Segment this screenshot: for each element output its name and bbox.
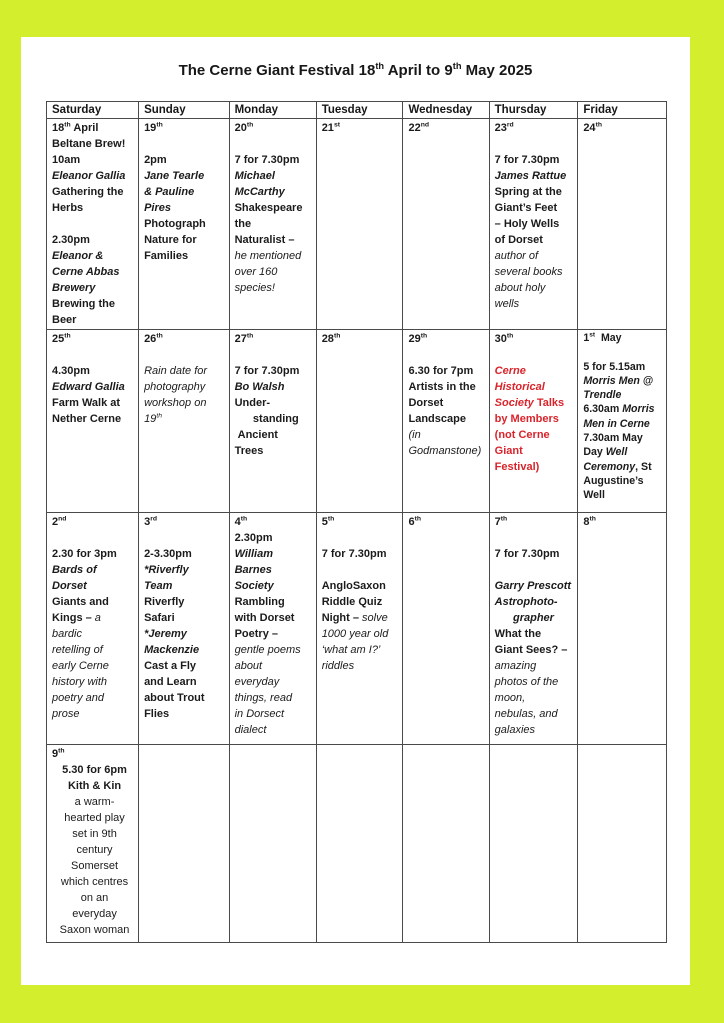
calendar-cell-sat-25: 25th 4.30pm Edward Gallia Farm Walk at Nether Cerne <box>47 330 139 513</box>
calendar-cell-empty-mon <box>229 745 316 943</box>
day-header-tuesday: Tuesday <box>316 102 403 119</box>
document-page <box>21 37 690 985</box>
calendar-cell-empty-tue <box>316 745 403 943</box>
weekday-header-row <box>47 102 667 119</box>
calendar-cell-wed-29: 29th 6.30 for 7pm Artists in the Dorset Landscape (in Godmanstone) <box>403 330 489 513</box>
calendar-cell-wed-22: 22nd <box>403 119 489 330</box>
calendar-cell-fri-1-may: 1st May 5 for 5.15am Morris Men @ Trendle 6.30am Morris Men in Cerne 7.30am May Day Well Ceremony, St Augustine’s Well <box>578 330 667 513</box>
calendar-cell-empty-fri <box>578 745 667 943</box>
calendar-cell-empty-wed <box>403 745 489 943</box>
calendar-cell-wed-6: 6th <box>403 513 489 745</box>
calendar-cell-sun-3: 3rd 2-3.30pm *Riverfly Team Riverfly Safari *Jeremy Mackenzie Cast a Fly and Learn about Trout Flies <box>139 513 230 745</box>
calendar-cell-sat-2: 2nd 2.30 for 3pm Bards of Dorset Giants and Kings – a bardic retelling of early Cerne history with poetry and prose <box>47 513 139 745</box>
calendar-cell-tue-5: 5th 7 for 7.30pm AngloSaxon Riddle Quiz Night – solve 1000 year old ‘what am I?’ riddles <box>316 513 403 745</box>
calendar-cell-mon-27: 27th 7 for 7.30pm Bo Walsh Under- standing Ancient Trees <box>229 330 316 513</box>
day-header-monday: Monday <box>229 102 316 119</box>
calendar-cell-mon-4: 4th 2.30pm William Barnes Society Rambling with Dorset Poetry – gentle poems about everyday things, read in Dorsect dialect <box>229 513 316 745</box>
calendar-cell-empty-sun <box>139 745 230 943</box>
day-header-sunday: Sunday <box>139 102 230 119</box>
calendar-cell-mon-20: 20th 7 for 7.30pm Michael McCarthy Shakespeare the Naturalist – he mentioned over 160 species! <box>229 119 316 330</box>
calendar-cell-fri-8: 8th <box>578 513 667 745</box>
calendar-cell-sat-9: 9th 5.30 for 6pm Kith & Kin a warm- hearted play set in 9th century Somerset which centres on an everyday Saxon woman <box>47 745 139 943</box>
calendar-week-row <box>47 119 667 330</box>
day-header-friday: Friday <box>578 102 667 119</box>
festival-calendar <box>46 101 667 943</box>
calendar-week-row <box>47 330 667 513</box>
calendar-cell-sat-18-april: 18th April Beltane Brew! 10am Eleanor Gallia Gathering the Herbs 2.30pm Eleanor & Cerne Abbas Brewery Brewing the Beer <box>47 119 139 330</box>
day-header-saturday: Saturday <box>47 102 139 119</box>
calendar-cell-thu-23: 23rd 7 for 7.30pm James Rattue Spring at the Giant’s Feet – Holy Wells of Dorset author of several books about holy wells <box>489 119 578 330</box>
day-header-thursday: Thursday <box>489 102 578 119</box>
calendar-cell-fri-24: 24th <box>578 119 667 330</box>
calendar-cell-sun-26: 26th Rain date for photography workshop on 19th <box>139 330 230 513</box>
calendar-body <box>47 119 667 943</box>
calendar-cell-sun-19: 19th 2pm Jane Tearle & Pauline Pires Photograph Nature for Families <box>139 119 230 330</box>
calendar-cell-thu-7: 7th 7 for 7.30pm Garry Prescott Astrophoto- grapher What the Giant Sees? – amazing photos of the moon, nebulas, and galaxies <box>489 513 578 745</box>
page-title: The Cerne Giant Festival 18th April to 9th May 2025 <box>178 61 533 79</box>
calendar-cell-empty-thu <box>489 745 578 943</box>
day-header-wednesday: Wednesday <box>403 102 489 119</box>
calendar-cell-thu-30: 30th Cerne Historical Society Talks by Members (not Cerne Giant Festival) <box>489 330 578 513</box>
calendar-week-row <box>47 745 667 943</box>
calendar-cell-tue-28: 28th <box>316 330 403 513</box>
calendar-cell-tue-21: 21st <box>316 119 403 330</box>
calendar-week-row <box>47 513 667 745</box>
